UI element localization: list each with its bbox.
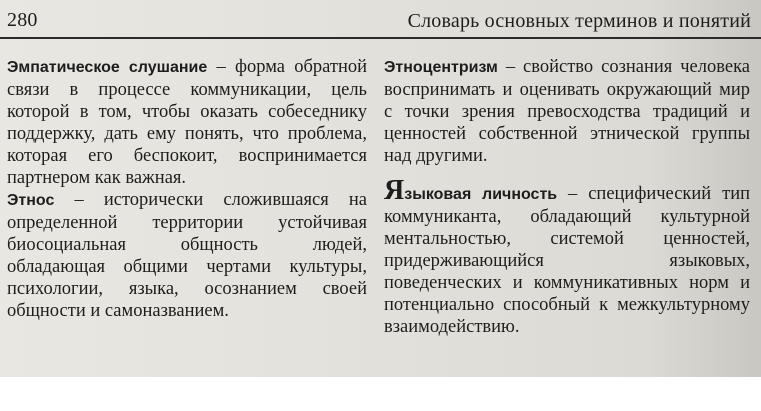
page-header bbox=[0, 0, 761, 40]
entry-term: Этноцентризм bbox=[384, 59, 498, 76]
header-rule bbox=[0, 37, 761, 39]
page-number: 280 bbox=[7, 9, 38, 31]
running-title: Словарь основных терминов и понятий bbox=[407, 10, 751, 32]
left-column bbox=[7, 56, 367, 322]
entry-definition: – исторически сложившаяся на определенной территории устойчивая биосоциальная общность людей, обладающая общими чертами культуры, психологии, языка, осознанием своей общности и самоназванием. bbox=[7, 190, 367, 321]
glossary-entry-ethnos bbox=[7, 189, 367, 322]
glossary-entry-ethnocentrism bbox=[384, 56, 750, 167]
glossary-entry-empathic-listening bbox=[7, 56, 367, 189]
entry-term: Эмпатическое слушание bbox=[7, 59, 208, 76]
drop-cap: Я bbox=[384, 175, 405, 206]
page-bottom-margin bbox=[0, 377, 761, 411]
glossary-entry-linguistic-personality bbox=[384, 175, 750, 338]
entry-term: зыковая личность bbox=[404, 186, 558, 203]
entry-definition: – форма обратной связи в процессе коммуникации, цель которой в том, чтобы оказать собеседнику поддержку, дать ему понять, что проблема, которая его беспокоит, воспринимается партнером как важная. bbox=[7, 57, 368, 188]
entry-definition: – свойство сознания человека воспринимать и оценивать окружающий мир с точки зрения превосходства традиций и ценностей собственной этнической группы над другими. bbox=[384, 57, 750, 166]
entry-term: Этнос bbox=[7, 192, 55, 209]
entry-definition: – специфический тип коммуниканта, обладающий культурной ментальностью, системой ценностей, придерживающийся языковых, поведенческих и коммуникативных норм и потенциально способный к межкультурному взаимодействию. bbox=[384, 184, 750, 337]
right-column bbox=[384, 56, 750, 338]
